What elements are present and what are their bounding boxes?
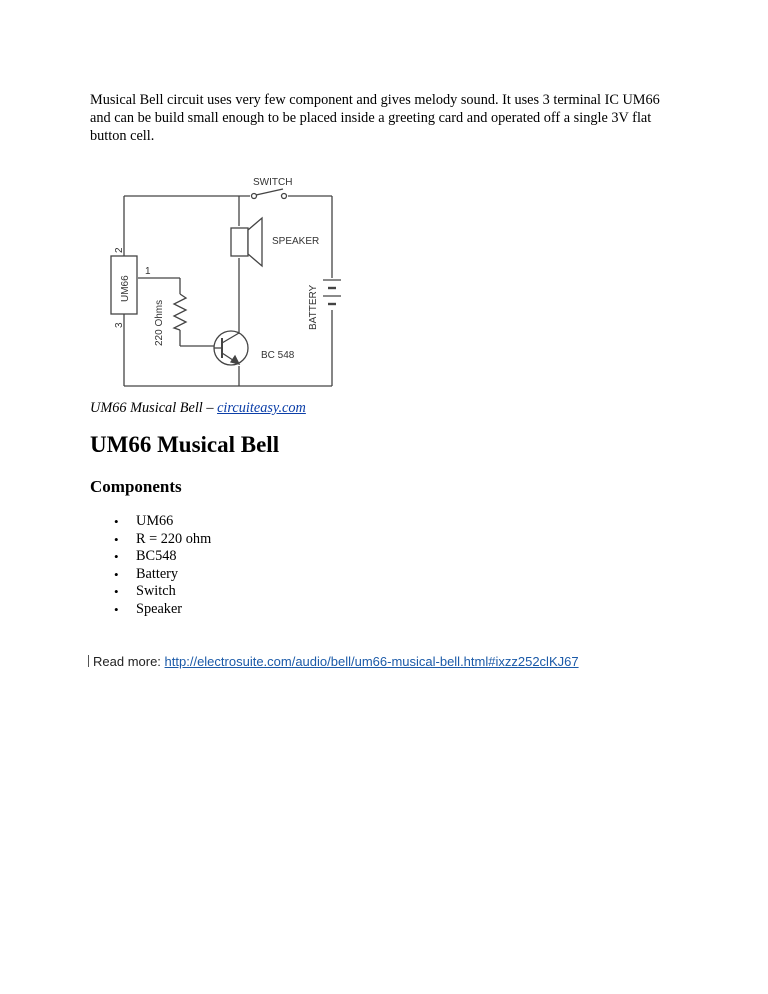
- list-item: • Speaker: [90, 601, 211, 619]
- divider: [88, 655, 89, 667]
- components-list: [90, 513, 211, 619]
- list-item: • Switch: [90, 583, 211, 601]
- switch-symbol: [252, 189, 287, 199]
- caption-text: UM66 Musical Bell –: [90, 400, 218, 416]
- page-title: UM66 Musical Bell: [90, 432, 280, 457]
- list-item: • R = 220 ohm: [90, 531, 211, 549]
- switch-label: SWITCH: [253, 177, 293, 188]
- read-more-label: Read more:: [93, 654, 165, 669]
- figure-caption: [90, 400, 306, 417]
- circuit-diagram: [100, 168, 350, 396]
- transistor-symbol: [214, 331, 248, 365]
- list-item: • BC548: [90, 548, 211, 566]
- battery-label: BATTERY: [308, 284, 319, 330]
- speaker-symbol: [231, 218, 262, 266]
- resistor-label: 220 Ohms: [154, 299, 165, 346]
- pin-1-label: 1: [145, 266, 151, 277]
- read-more: [88, 654, 579, 669]
- list-item: • UM66: [90, 513, 211, 531]
- ic-label: UM66: [120, 275, 131, 302]
- components-heading: Components: [90, 477, 182, 496]
- speaker-label: SPEAKER: [272, 236, 320, 247]
- read-more-link[interactable]: http://electrosuite.com/audio/bell/um66-musical-bell.html#ixzz252clKJ67: [164, 654, 579, 669]
- battery-symbol: [323, 280, 341, 304]
- intro-paragraph: Musical Bell circuit uses very few component and gives melody sound. It uses 3 terminal IC UM66 and can be build small enough to be placed inside a greeting card and operated off a single 3V flat button cell.: [90, 92, 660, 144]
- caption-link[interactable]: circuiteasy.com: [217, 400, 306, 416]
- pin-3-label: 3: [114, 322, 125, 328]
- transistor-label: BC 548: [261, 350, 295, 361]
- list-item: • Battery: [90, 566, 211, 584]
- pin-2-label: 2: [114, 247, 125, 253]
- resistor-symbol: [174, 294, 186, 330]
